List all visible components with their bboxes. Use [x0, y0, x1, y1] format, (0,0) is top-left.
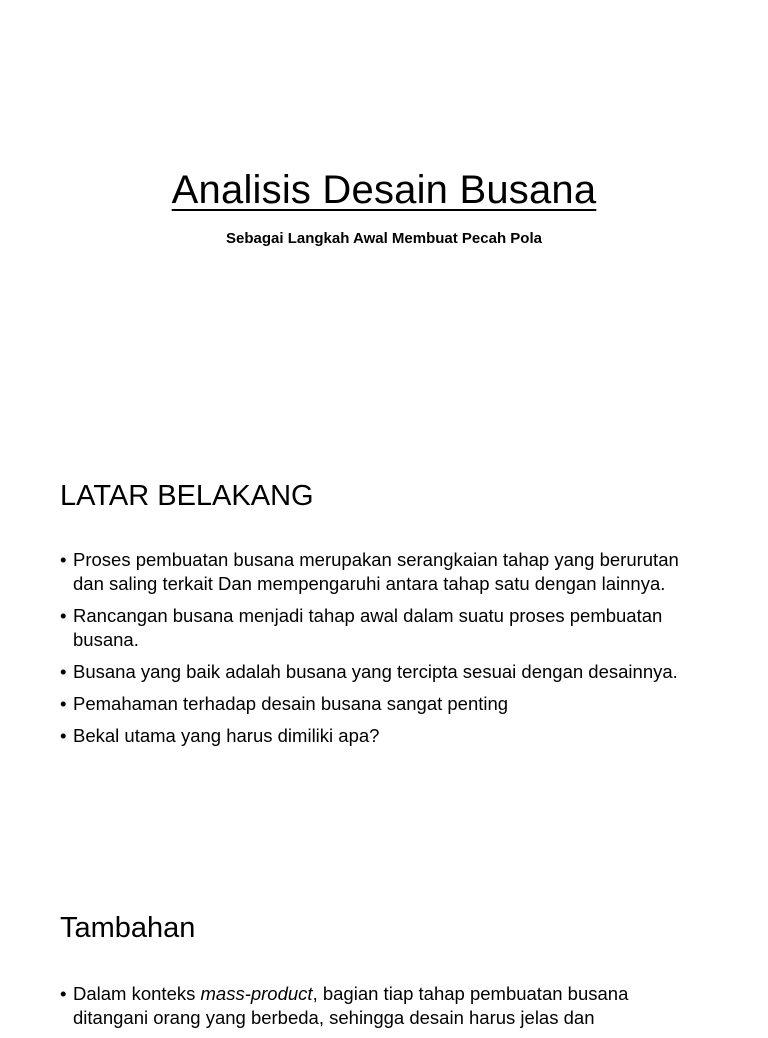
bullet-text: Rancangan busana menjadi tahap awal dalam suatu proses pembuatan busana.: [73, 605, 663, 650]
list-item: [60, 548, 708, 596]
additional-heading: Tambahan: [60, 912, 196, 944]
bullet-icon: •: [60, 725, 67, 746]
bullet-text-prefix: Dalam konteks: [73, 983, 201, 1004]
additional-bullet-list: [60, 982, 708, 1030]
title-slide: [0, 0, 768, 432]
bullet-text: Pemahaman terhadap desain busana sangat penting: [73, 693, 509, 714]
additional-slide: [0, 908, 768, 1038]
background-bullet-list: [60, 548, 708, 748]
background-heading: LATAR BELAKANG: [60, 480, 314, 512]
bullet-icon: •: [60, 661, 67, 682]
bullet-icon: •: [60, 549, 67, 570]
bullet-text: Busana yang baik adalah busana yang tercipta sesuai dengan desainnya.: [73, 661, 678, 682]
bullet-text-italic: mass-product: [200, 983, 313, 1004]
list-item: [60, 692, 708, 716]
presentation-subtitle: Sebagai Langkah Awal Membuat Pecah Pola: [226, 230, 542, 247]
bullet-icon: •: [60, 983, 67, 1004]
background-slide: [0, 476, 768, 756]
presentation-title: Analisis Desain Busana: [171, 168, 597, 212]
bullet-text: Bekal utama yang harus dimiliki apa?: [73, 725, 380, 746]
list-item: [60, 982, 708, 1030]
bullet-text-suffix: , bagian tiap tahap pembuatan busana ditangani orang yang berbeda, sehingga desain harus jelas dan: [73, 983, 629, 1028]
list-item: [60, 604, 708, 652]
bullet-icon: •: [60, 605, 67, 626]
list-item: [60, 660, 708, 684]
bullet-icon: •: [60, 693, 67, 714]
list-item: [60, 724, 708, 748]
bullet-text: Proses pembuatan busana merupakan serangkaian tahap yang berurutan dan saling terkait Dan mempengaruhi antara tahap satu dengan lainnya.: [73, 549, 679, 594]
